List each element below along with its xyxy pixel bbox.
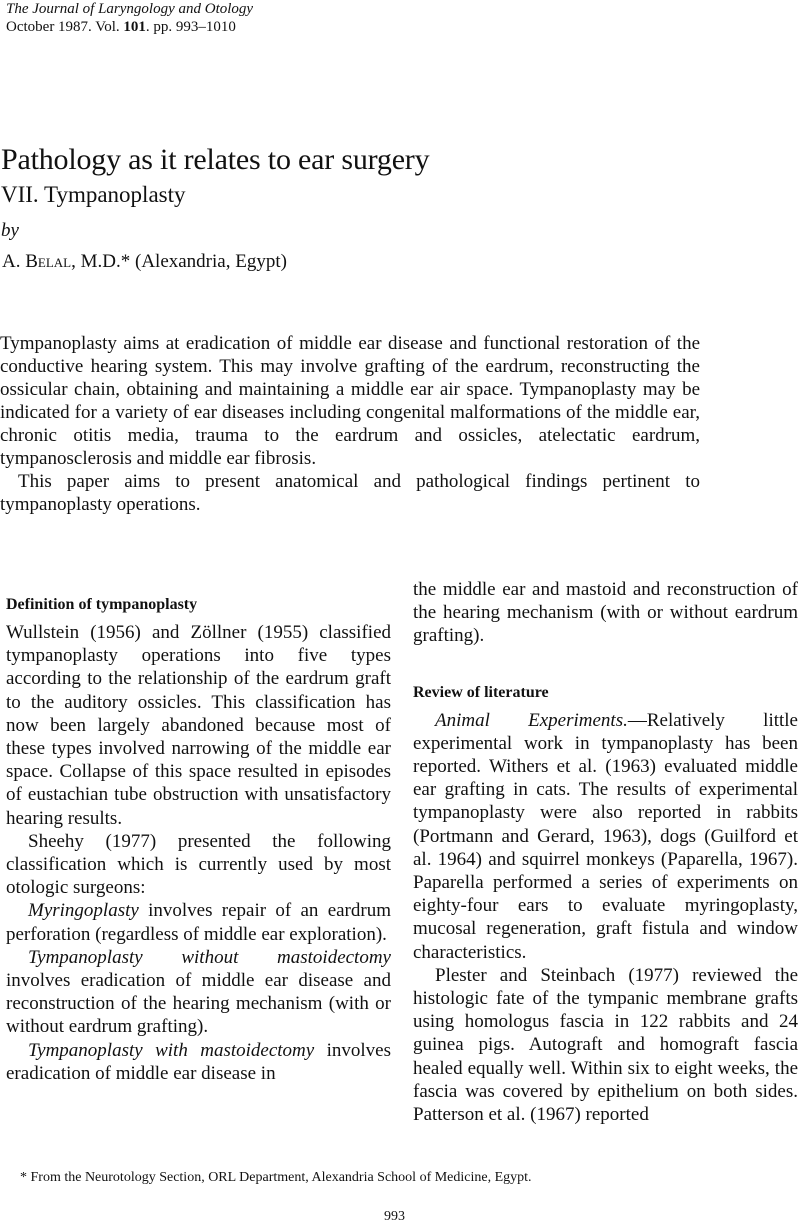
- author-surname: Belal: [25, 251, 72, 272]
- left-paragraph-2: Sheehy (1977) presented the following classification which is currently used by most otologic surgeons:: [6, 830, 391, 899]
- right-continuation-paragraph: the middle ear and mastoid and reconstruction of the hearing mechanism (with or without eardrum grafting).: [413, 579, 798, 647]
- footnote: * From the Neurotology Section, ORL Department, Alexandria School of Medicine, Egypt.: [20, 1170, 532, 1185]
- byline-by: by: [1, 220, 19, 241]
- left-paragraph-tympanoplasty-without: Tympanoplasty without mastoidectomy involves eradication of middle ear disease and reconstruction of the hearing mechanism (with or without eardrum grafting).: [6, 946, 391, 1038]
- journal-volume: 101: [123, 19, 146, 35]
- page-number: 993: [384, 1209, 405, 1224]
- section-heading-definition: Definition of tympanoplasty: [6, 596, 198, 613]
- right-paragraph-plester: Plester and Steinbach (1977) reviewed the histologic fate of the tympanic membrane grafts using homologus fascia in 122 rabbits and 24 guinea pigs. Autograft and homograft fascia healed equally well. Within six to eight weeks, the fascia was covered by epithelium on both sides. Patterson et al. (1967) reported: [413, 964, 798, 1126]
- journal-citation: [6, 0, 253, 36]
- section-heading-review: Review of literature: [413, 683, 549, 701]
- abstract-paragraph-2: This paper aims to present anatomical and pathological findings pertinent to tympanoplasty operations.: [0, 471, 700, 515]
- article-subtitle: VII. Tympanoplasty: [1, 182, 186, 207]
- journal-issue: October 1987. Vol. 101. pp. 993–1010: [6, 19, 236, 35]
- author-line: A. Belal, M.D.* (Alexandria, Egypt): [2, 251, 287, 272]
- left-column: [6, 595, 391, 1085]
- left-paragraph-tympanoplasty-with: Tympanoplasty with mastoidectomy involves eradication of middle ear disease in: [6, 1039, 391, 1084]
- section-gap: [413, 648, 798, 683]
- article-title: Pathology as it relates to ear surgery: [1, 143, 430, 176]
- journal-title: The Journal of Laryngology and Otology: [6, 1, 254, 17]
- left-paragraph-1: Wullstein (1956) and Zöllner (1955) classified tympanoplasty operations into five types according to the relationship of the eardrum graft to the auditory ossicles. This classification has now been largely abandoned because most of these types involved narrowing of the middle ear space. Collapse of this space resulted in episodes of eustachian tube obstruction with unsatisfactory hearing results.: [6, 622, 391, 829]
- abstract-paragraph-1: Tympanoplasty aims at eradication of middle ear disease and functional restoration of the conductive hearing system. This may involve grafting of the eardrum, reconstructing the ossicular chain, obtaining and maintaining a middle ear air space. Tympanoplasty may be indicated for a variety of ear diseases including congenital malformations of the middle ear, chronic otitis media, trauma to the eardrum and ossicles, atelectatic eardrum, tympanosclerosis and middle ear fibrosis.: [0, 333, 700, 469]
- left-paragraph-myringoplasty: Myringoplasty involves repair of an eardrum perforation (regardless of middle ear exploration).: [6, 900, 391, 945]
- right-column: [413, 578, 798, 1126]
- right-paragraph-animal-experiments: Animal Experiments.—Relatively little experimental work in tympanoplasty has been reported. Withers et al. (1963) evaluated middle ear grafting in cats. The results of experimental tympanoplasty were also reported in rabbits (Portmann and Gerard, 1963), dogs (Guilford et al. 1964) and squirrel monkeys (Paparella, 1967). Paparella performed a series of experiments on eighty-four ears to evaluate myringoplasty, mucosal regeneration, graft fistula and window characteristics.: [413, 709, 798, 963]
- abstract: [0, 332, 700, 516]
